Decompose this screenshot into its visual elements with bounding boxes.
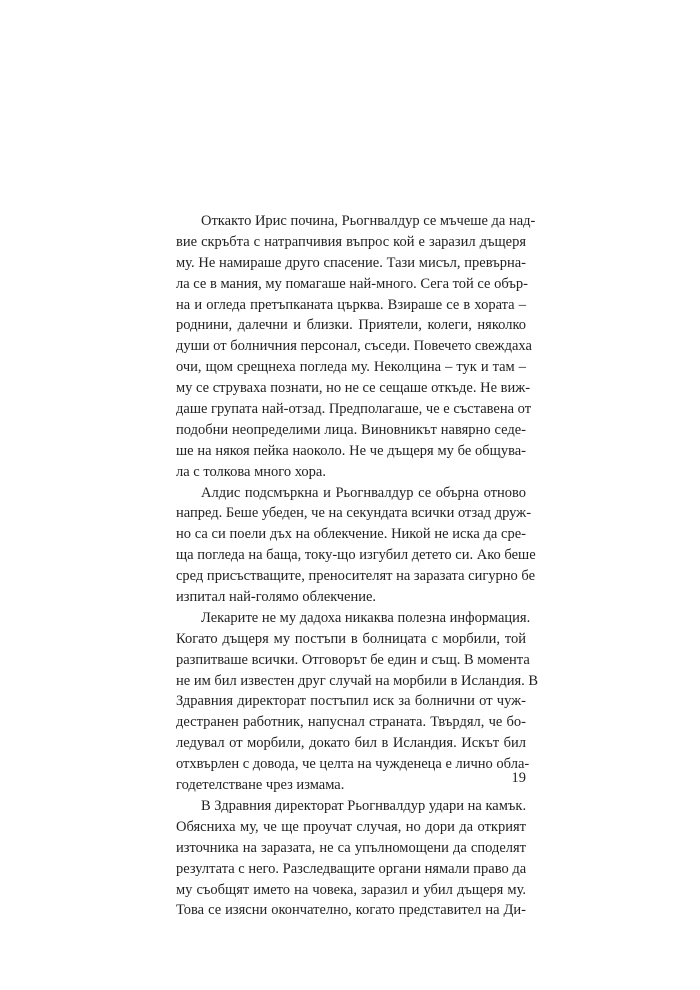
text-line: Алдис подсмъркна и Рьогнвалдур се обърна отново: [201, 484, 526, 501]
text-line: но са си поели дъх на облекчение. Никой не иска да сре-: [176, 526, 526, 543]
paragraph: [176, 796, 526, 921]
text-line: Откакто Ирис почина, Рьогнвалдур се мъчеше да над-: [201, 213, 536, 229]
text-line: ла се в мания, му помагаше най-много. Сега той се обър-: [176, 275, 528, 292]
text-line: резултата с него. Разследващите органи нямали право да: [176, 860, 527, 877]
page-number: 19: [511, 770, 526, 786]
text-line: му. Не намираше друго спасение. Тази мисъл, превърна-: [176, 254, 526, 271]
text-line: щa погледа на баща, току-що изгубил детето си. Ако беше: [176, 547, 536, 564]
text-line: вие скръбта с натрапчивия въпрос кой е заразил дъщеря: [176, 233, 526, 250]
text-line: дестранен работник, напуснал страната. Твърдял, че бо-: [176, 714, 526, 731]
text-line: В Здравния директорат Рьогнвалдур удари на камък.: [201, 797, 527, 814]
text-line: ла с толкова много хора.: [176, 463, 326, 480]
text-line: Когато дъщеря му постъпи в болницата с морбили, той: [176, 630, 526, 647]
text-line: ледувал от морбили, докато бил в Исландия. Искът бил: [176, 735, 526, 752]
text-line: даше групата най-отзад. Предполагаше, че е съставена от: [176, 401, 532, 418]
paragraph: [176, 211, 536, 483]
text-line: Здравния директорат постъпил иск за болнични от чуж-: [176, 693, 526, 710]
text-line: подобни неопределими лица. Виновникът навярно седе-: [176, 421, 526, 438]
text-line: му се струваха познати, но не се сещаше откъде. Не виж-: [176, 380, 531, 397]
text-line: Това се изясни окончателно, когато представител на Ди-: [176, 902, 526, 919]
text-line: души от болничния персонал, съседи. Повечето свеждаха: [176, 338, 532, 355]
text-line: Лекарите не му дадоха никаква полезна информация.: [201, 609, 531, 626]
text-line: източника на заразата, не са упълномощени да споделят: [176, 839, 526, 856]
text-line: очи, щом срещнеха погледа му. Неколцина – тук и там –: [176, 359, 526, 376]
text-line: напред. Беше убеден, че на секундата всички отзад друж-: [176, 505, 532, 522]
body-text: [176, 211, 539, 921]
paragraph: [176, 608, 539, 796]
text-line: изпитал най-голямо облекчение.: [176, 589, 377, 606]
text-line: годетелстване чрез измама.: [176, 777, 345, 794]
text-line: разпитваше всички. Отговорът бе един и същ. В момента: [176, 651, 530, 668]
paragraph: [176, 483, 536, 608]
text-line: роднини, далечни и близки. Приятели, колеги, няколко: [176, 317, 526, 334]
text-line: не им бил известен друг случай на морбили в Исландия. В: [176, 672, 539, 689]
text-line: сред присъстващите, преносителят на заразата сигурно бе: [176, 568, 536, 585]
text-line: на и огледа претъпканата църква. Взираше се в хората –: [176, 296, 526, 313]
text-line: отхвърлен с довода, че целта на чужденеца е лично обла-: [176, 756, 530, 773]
text-line: му съобщят името на човека, заразил и убил дъщеря му.: [176, 881, 526, 898]
text-line: Обясниха му, че ще проучат случая, но дори да открият: [176, 818, 526, 835]
text-line: ше на някоя пейка наоколо. Не че дъщеря му бе общува-: [176, 442, 526, 459]
